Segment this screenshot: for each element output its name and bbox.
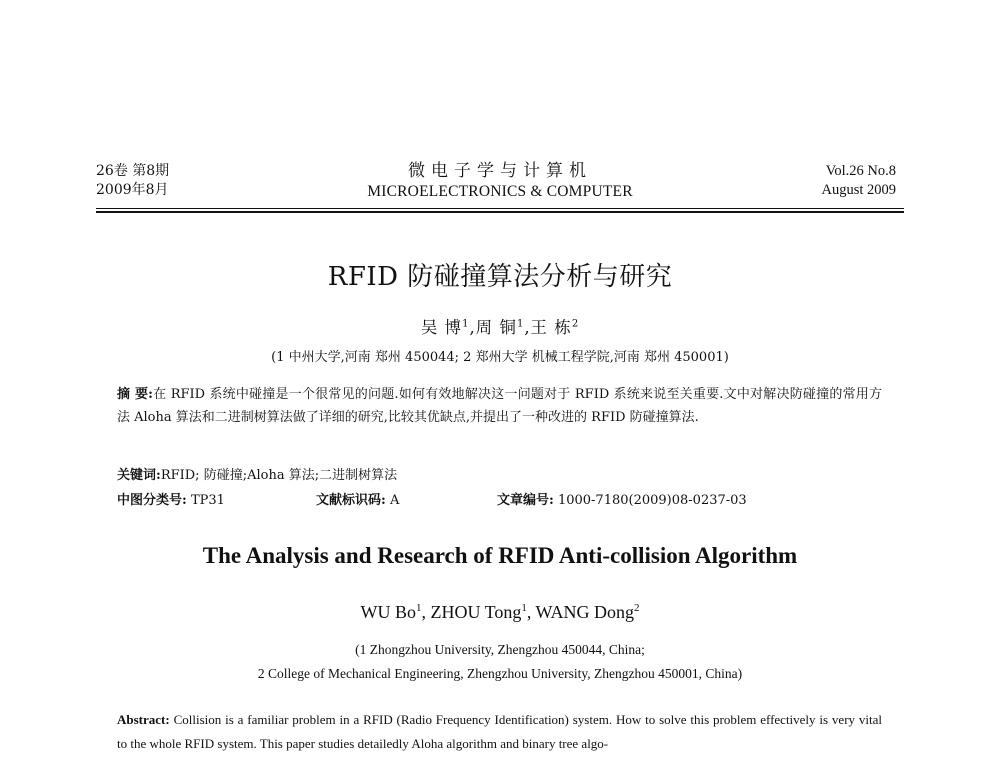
author-en-3: , WANG Dong [526,602,635,622]
doc-label: 文献标识码: [316,493,386,508]
volume-info [700,162,896,200]
paper-title-en: The Analysis and Research of RFID Anti-collision Algorithm [202,543,798,568]
abstract-en-text: Collision is a familiar problem in a RFID (Radio Frequency Identification) system. How to solve this problem effectively is very vital to the whole RFID system. This paper studies detailedly Aloha algorithm and binary tree algo- [117,712,883,751]
abstract-en [117,708,882,756]
volume-number: Vol.26 No.8 [825,163,896,179]
volume-date: August 2009 [821,182,896,198]
author-cn-3: ,王 栋 [524,318,572,337]
author-cn-1-sup: 1 [462,318,470,330]
author-cn-2-sup: 1 [516,318,525,330]
issue-volume: 26卷 第8期 [96,163,170,179]
issue-date: 2009年8月 [96,182,169,198]
journal-name-en: MICROELECTRONICS & COMPUTER [367,183,633,200]
affiliation-en-1: (1 Zhongzhou University, Zhengzhou 450044, China; [355,642,645,657]
author-en-2-sup: 1 [521,602,527,614]
header-rule-thick [96,211,904,213]
author-cn-3-sup: 2 [571,318,580,330]
article-label: 文章编号: [497,493,554,508]
author-cn-1: 吴 博 [420,318,463,337]
keywords-cn-label: 关键词: [117,468,161,483]
journal-name [300,160,700,202]
authors-cn [0,314,1000,338]
article-number [497,489,747,508]
affiliation-en-2: 2 College of Mechanical Engineering, Zhengzhou University, Zhengzhou 450001, China) [257,666,743,681]
doc-value: A [389,493,400,508]
author-en-3-sup: 2 [634,602,640,614]
keywords-cn [117,464,397,483]
article-value: 1000-7180(2009)08-0237-03 [557,493,747,508]
authors-en [0,602,1000,623]
clc-number [117,489,225,508]
journal-name-cn: 微电子学与计算机 [408,161,592,181]
keywords-cn-text: RFID; 防碰撞;Aloha 算法;二进制树算法 [160,468,398,483]
issue-info [96,162,169,200]
author-cn-2: ,周 铜 [469,318,517,337]
abstract-cn-label: 摘 要: [117,387,153,402]
abstract-cn [117,383,882,429]
clc-label: 中图分类号: [117,493,187,508]
header-rule-thin [96,208,904,209]
paper-title-cn: RFID 防碰撞算法分析与研究 [327,262,673,292]
author-en-2: , ZHOU Tong [421,602,522,622]
affiliation-cn: (1 中州大学,河南 郑州 450044; 2 郑州大学 机械工程学院,河南 郑州 450001) [271,350,729,365]
author-en-1-sup: 1 [415,602,422,614]
abstract-cn-text: 在 RFID 系统中碰撞是一个很常见的问题.如何有效地解决这一问题对于 RFID 系统来说至关重要.文中对解决防碰撞的常用方法 Aloha 算法和二进制树算法做了详细的研究,比较其优缺点,并提出了一种改进的 RFID 防碰撞算法. [117,387,882,425]
clc-value: TP31 [190,493,225,508]
document-code [316,489,399,508]
author-en-1: WU Bo [360,602,416,622]
abstract-en-label: Abstract: [117,712,170,727]
